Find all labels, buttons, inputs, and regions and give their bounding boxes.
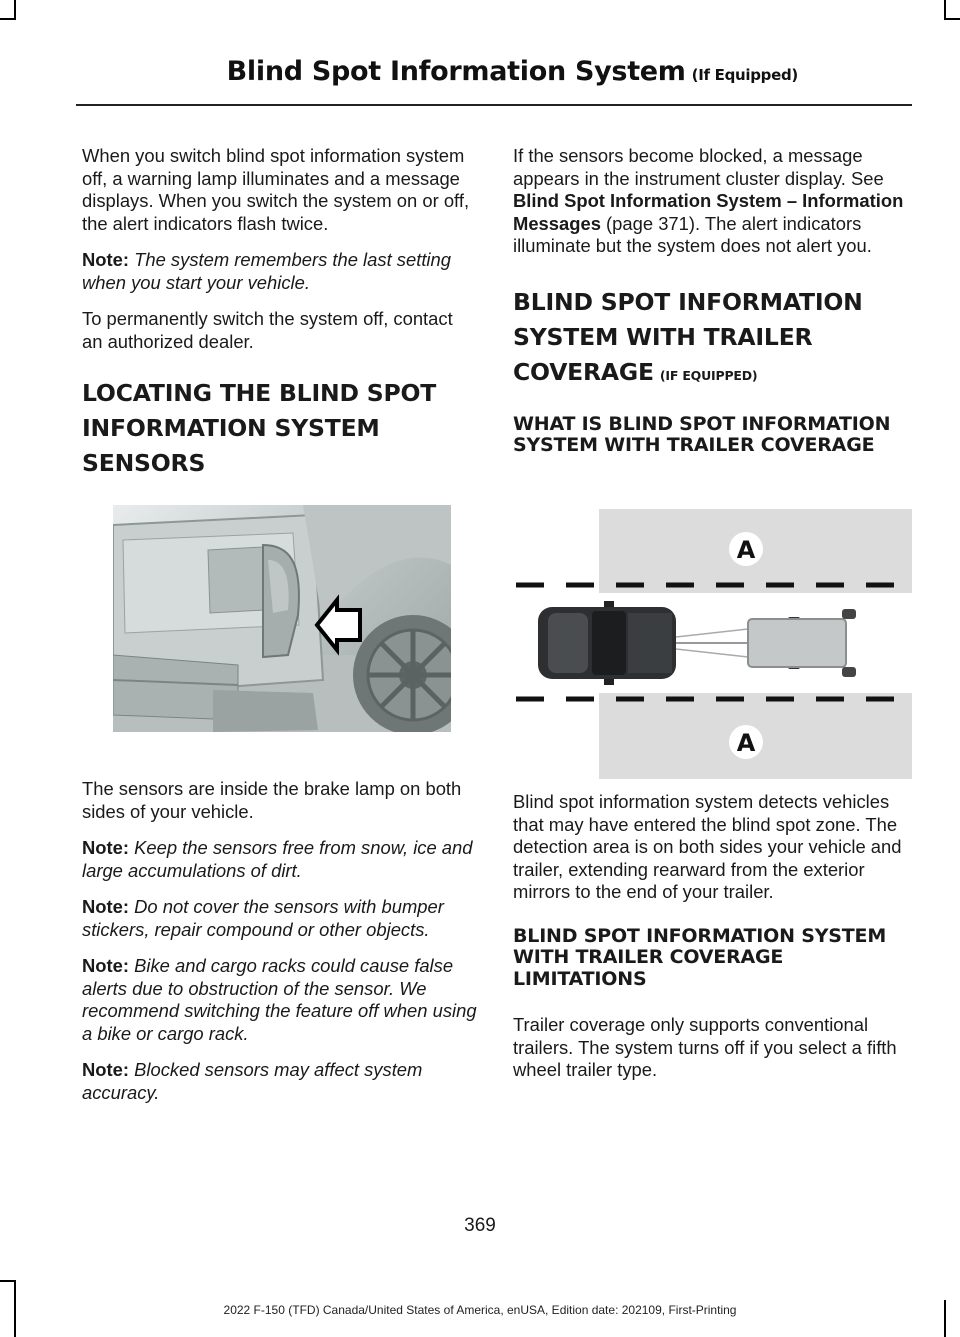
note-text: Do not cover the sensors with bumper stickers, repair compound or other objects.: [82, 896, 444, 940]
brake-lamp-sensor-illustration: [113, 505, 451, 732]
paragraph: Trailer coverage only supports conventional trailers. The system turns off if you select a fifth wheel trailer type.: [513, 1014, 897, 1080]
crop-mark: [14, 0, 16, 20]
subsection-heading: BLIND SPOT INFORMATION SYSTEM WITH TRAILER COVERAGE LIMITATIONS: [513, 924, 887, 990]
note-text: Bike and cargo racks could cause false alerts due to obstruction of the sensor. We recommend switching the feature off when using a bike or cargo rack.: [82, 955, 477, 1044]
page-title-main: Blind Spot Information System: [226, 56, 686, 87]
page-title: [227, 56, 798, 87]
note-label: Note:: [82, 896, 129, 917]
subsection-heading: WHAT IS BLIND SPOT INFORMATION SYSTEM WITH TRAILER COVERAGE: [513, 412, 891, 456]
note: [82, 896, 477, 941]
note: [82, 249, 477, 294]
heading-text: COVERAGE: [513, 357, 654, 386]
section-heading: [82, 379, 477, 477]
truck-icon: [538, 601, 676, 685]
paragraph: Blind spot information system detects vehicles that may have entered the blind spot zone. The detection area is on both sides your vehicle and trailer, extending rearward from the exterior mirrors to the end of your trailer.: [513, 791, 902, 902]
note: [82, 955, 477, 1045]
paragraph: The sensors are inside the brake lamp on both sides of your vehicle.: [82, 778, 462, 822]
edition-footer: 2022 F-150 (TFD) Canada/United States of America, enUSA, Edition date: 202109, First-Printing: [223, 1303, 737, 1317]
cross-reference-link[interactable]: Blind Spot Information System – Information Messages: [513, 190, 904, 234]
section-heading: [513, 288, 908, 390]
page-number: 369: [464, 1215, 496, 1236]
heading-line: SENSORS: [82, 449, 206, 477]
truck-rear-image: [113, 505, 451, 732]
note-text: The system remembers the last setting when you start your vehicle.: [82, 249, 451, 293]
header-rule: [76, 104, 912, 106]
heading-line: LOCATING THE BLIND SPOT: [82, 379, 437, 407]
note-label: Note:: [82, 837, 129, 858]
crop-mark: [944, 0, 946, 20]
crop-mark: [0, 18, 16, 20]
left-column-lower: [82, 778, 477, 1118]
heading-line: INFORMATION SYSTEM: [82, 414, 380, 442]
page-title-suffix: (If Equipped): [691, 66, 798, 84]
trailer-coverage-diagram: [516, 509, 912, 779]
note-text: Keep the sensors free from snow, ice and large accumulations of dirt.: [82, 837, 473, 881]
crop-mark: [944, 18, 960, 20]
paragraph: When you switch blind spot information system off, a warning lamp illuminates and a message displays. When you switch the system on or off, the alert indicators flash twice.: [82, 145, 470, 234]
paragraph: To permanently switch the system off, contact an authorized dealer.: [82, 308, 453, 352]
note-label: Note:: [82, 1059, 129, 1080]
left-column: [82, 145, 477, 484]
paragraph: [513, 145, 908, 258]
paragraph-text: If the sensors become blocked, a message appears in the instrument cluster display. See: [513, 145, 884, 189]
heading-line: [513, 358, 908, 390]
trailer-icon: [748, 609, 856, 677]
right-column-lower: [513, 791, 908, 1096]
heading-line: SYSTEM WITH TRAILER: [513, 322, 813, 351]
paragraph-text: (page 371). The alert indicators illuminate but the system does not alert you.: [513, 212, 872, 256]
heading-suffix: (IF EQUIPPED): [659, 367, 758, 383]
note-text: Blocked sensors may affect system accuracy.: [82, 1059, 423, 1103]
note-label: Note:: [82, 249, 129, 270]
note: [82, 837, 477, 882]
note-label: Note:: [82, 955, 129, 976]
zone-label-top: A: [736, 536, 756, 564]
heading-line: BLIND SPOT INFORMATION: [513, 287, 863, 316]
note: [82, 1059, 477, 1104]
zone-label-bottom: A: [736, 729, 756, 757]
coverage-zone-graphic: [516, 509, 912, 779]
right-column: [513, 145, 908, 457]
crop-mark: [0, 1280, 16, 1282]
